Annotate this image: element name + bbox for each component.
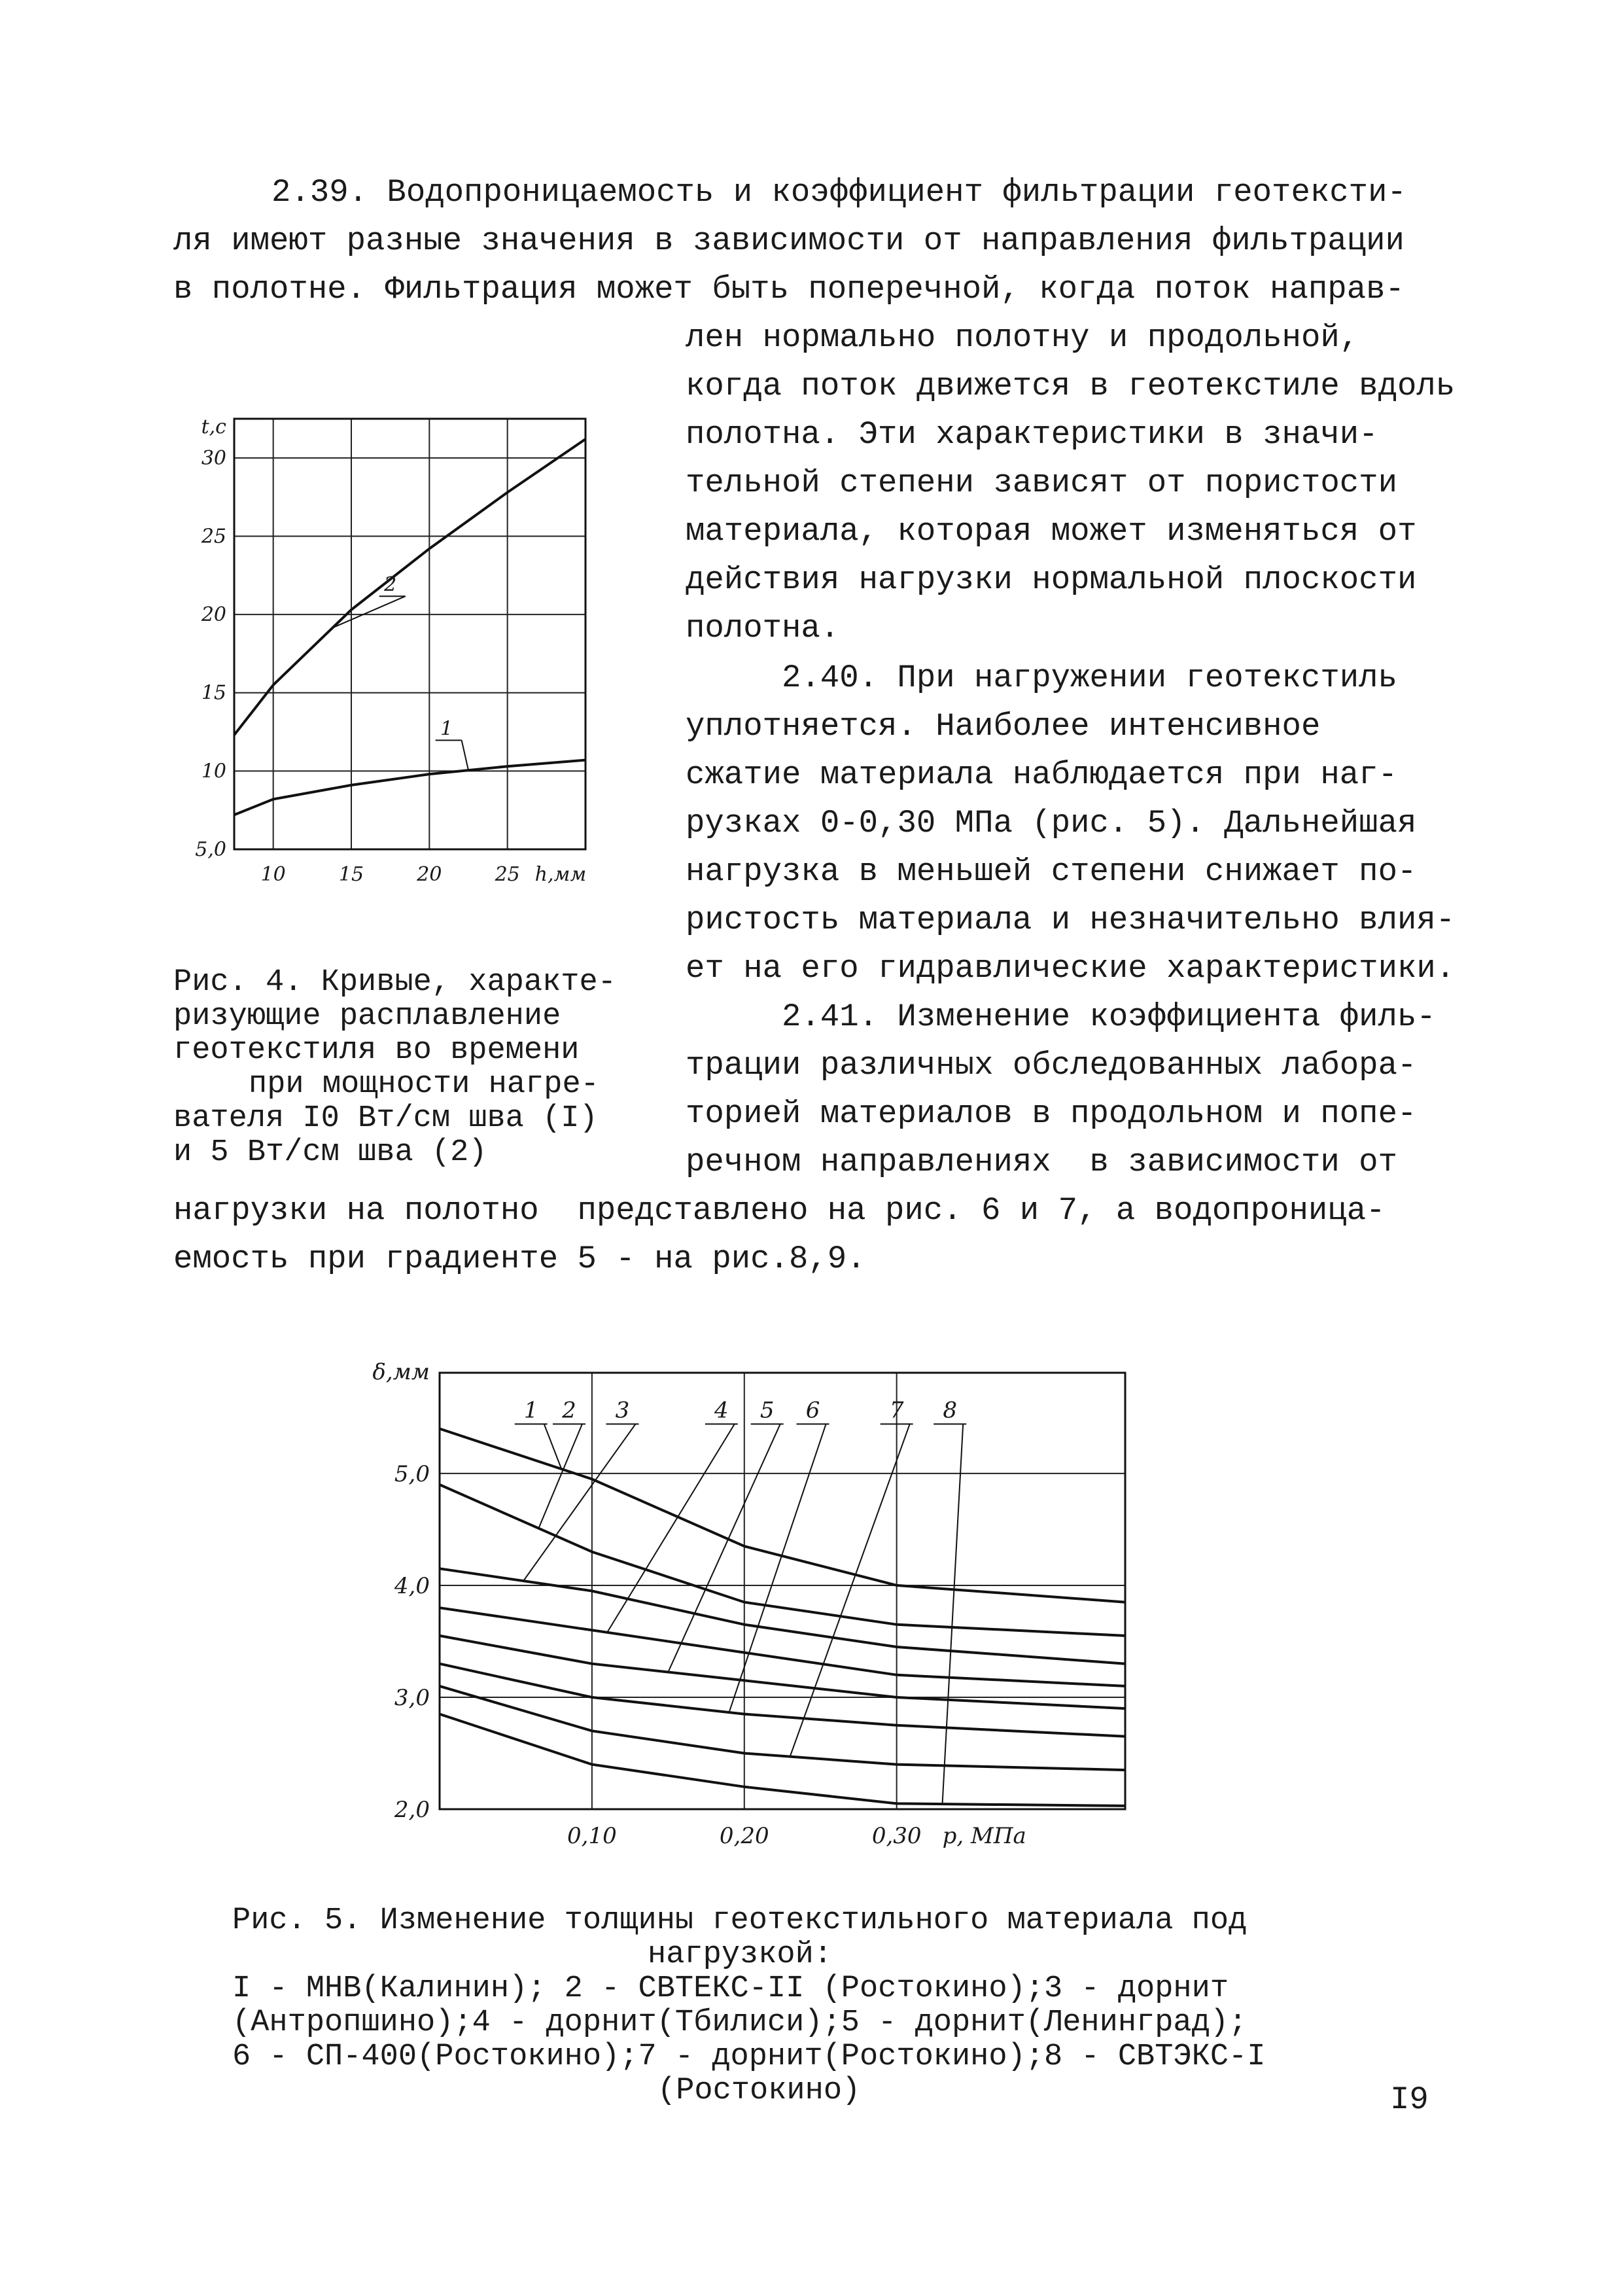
para-2-40-line-2: уплотняется. Наиболее интенсивное [686,708,1321,745]
fig5-ytick-label: 5,0 [394,1460,430,1487]
fig4-caption-line-2: ризующие расплавление [173,999,561,1034]
para-2-39-line-4: лен нормально полотну и продольной, [686,319,1359,356]
para-2-40-line-6: ристость материала и незначительно влия- [686,902,1456,938]
fig5-legend-leader [607,1424,735,1632]
fig4-caption-line-1: Рис. 4. Кривые, характе- [173,965,616,1000]
para-2-39-line-1: 2.39. Водопроницаемость и коэффициент фильтрации геотексти- [271,174,1406,211]
para-2-39-line-2: ля имеют разные значения в зависимости от направления фильтрации [173,222,1405,259]
fig4-ytick-label: 25 [201,525,226,548]
para-2-40-line-4: рузках 0-0,30 МПа (рис. 5). Дальнейшая [686,805,1417,841]
fig5-legend-label: 1 [523,1397,538,1424]
para-2-39-line-3: в полотне. Фильтрация может быть поперечной, когда поток направ- [173,271,1405,308]
fig5-series-1 [440,1429,1125,1602]
para-2-39-line-8: материала, которая может изменяться от [686,513,1417,550]
fig5-legend-label: 8 [943,1397,957,1424]
fig4-ytick-label: 20 [201,603,226,627]
fig5-legend-label: 3 [615,1397,630,1424]
fig5-xlabel: p, МПа [942,1823,1026,1849]
para-2-39-line-5: когда поток движется в геотекстиле вдоль [686,368,1456,404]
fig4-caption-line-6: и 5 Вт/см шва (2) [173,1135,487,1170]
fig5-ylabel: δ,мм [372,1359,430,1385]
fig4-ytick-label: 30 [201,446,226,470]
page-number: I9 [1390,2081,1429,2118]
fig5-legend-label: 5 [759,1397,775,1424]
fig5-legend-leader [729,1424,826,1712]
fig5-series-2 [440,1485,1125,1636]
para-2-40-line-5: нагрузка в меньшей степени снижает по- [686,853,1417,890]
fig5-series-4 [440,1608,1125,1686]
fig5-xtick-label: 0,20 [719,1823,769,1849]
fig5-caption-line-5: 6 - СП-400(Ростокино);7 - дорнит(Ростокино);8 - СВТЭКС-I [232,2040,1266,2074]
para-2-39-line-7: тельной степени зависят от пористости [686,465,1397,501]
fig5-series-7 [440,1686,1125,1770]
fig5-series-8 [440,1714,1125,1806]
fig5-caption-line-4: (Антропшино);4 - дорнит(Тбилиси);5 - дорнит(Ленинград); [232,2005,1248,2040]
fig4-xtick-label: 20 [417,863,442,886]
fig4-xtick-label: 10 [260,863,286,886]
para-2-40-line-1: 2.40. При нагружении геотекстиль [782,660,1397,696]
para-2-40-line-7: ет на его гидравлические характеристики. [686,950,1456,987]
fig5-series-3 [440,1568,1125,1663]
para-2-41-line-5: нагрузки на полотно представлено на рис. 6 и 7, а водопроница- [173,1192,1386,1229]
fig4-ytick-label: 10 [201,760,226,783]
fig5-caption-line-6: (Ростокино) [657,2074,861,2108]
para-2-39-line-9: действия нагрузки нормальной плоскости [686,561,1417,598]
para-2-39-line-10: полотна. [686,610,840,646]
para-2-41-line-3: торией материалов в продольном и попе- [686,1095,1417,1132]
fig5-legend-leader [523,1424,635,1581]
fig5-caption-line-1: Рис. 5. Изменение толщины геотекстильного материала под [232,1903,1248,1938]
fig5-ytick-label: 4,0 [394,1572,430,1599]
fig4-caption-line-4: при мощности нагре- [249,1067,599,1102]
para-2-41-line-2: трации различных обследованных лабора- [686,1047,1417,1084]
fig5-legend-label: 6 [805,1397,820,1424]
fig5-legend-leader [544,1424,562,1469]
fig5-ytick-label: 3,0 [394,1684,430,1711]
fig4-caption-line-5: вателя I0 Вт/см шва (I) [173,1101,598,1136]
fig4-xlabel: h,мм [534,863,587,886]
para-2-41-line-4: речном направлениях в зависимости от [686,1144,1397,1180]
fig4-ytick-label: 5,0 [195,838,226,861]
fig4-ytick-label: 15 [201,681,226,705]
fig4-ylabel: t,с [201,415,226,438]
fig5-legend-label: 7 [889,1397,904,1424]
fig5-frame [440,1373,1125,1809]
fig4-series-label: 1 [440,717,453,741]
fig4-xtick-label: 25 [495,863,520,886]
para-2-41-line-1: 2.41. Изменение коэффициента филь- [782,998,1436,1035]
fig5-legend-label: 4 [714,1397,729,1424]
fig4-series-label: 2 [384,573,397,597]
fig5-legend-label: 2 [562,1397,576,1424]
para-2-40-line-3: сжатие материала наблюдается при наг- [686,756,1397,793]
fig5-ytick-label: 2,0 [394,1797,430,1823]
fig5-xtick-label: 0,30 [871,1823,922,1849]
fig4-xtick-label: 15 [338,863,364,886]
para-2-41-line-6: емость при градиенте 5 - на рис.8,9. [173,1241,866,1277]
para-2-39-line-6: полотна. Эти характеристики в значи- [686,416,1378,453]
fig4-caption-line-3: геотекстиля во времени [173,1033,580,1068]
fig5-legend-leader [668,1424,780,1672]
fig5-legend-leader [943,1424,964,1804]
fig5-legend-leader [538,1424,582,1528]
fig5-xtick-label: 0,10 [567,1823,617,1849]
fig5-caption-line-2: нагрузкой: [648,1937,833,1972]
fig5-series-6 [440,1664,1125,1737]
fig5-caption-line-3: I - МНВ(Калинин); 2 - СВТЕКС-II (Ростокино);3 - дорнит [232,1971,1229,2006]
